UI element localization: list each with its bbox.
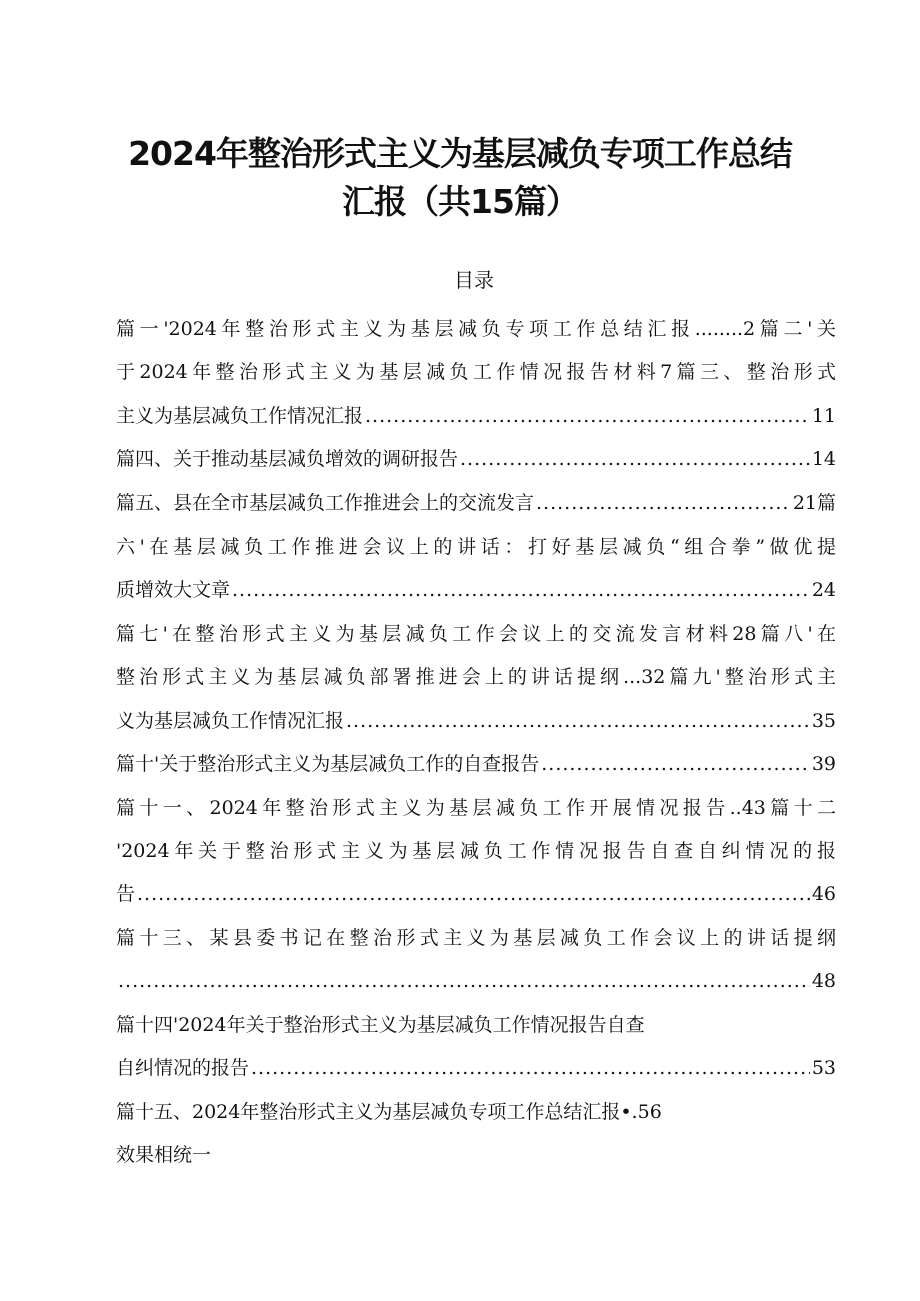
toc-line — [116, 575, 836, 605]
toc-leader-dots — [232, 575, 810, 605]
toc-line — [116, 488, 836, 518]
toc-entry-title: 质增效大文章 — [116, 579, 231, 601]
toc-page-number: 24 — [811, 579, 836, 601]
toc-line: 篇七'在整治形式主义为基层减负工作会议上的交流发言材料28篇八'在 — [116, 623, 836, 645]
toc-entry-title: 篇四、关于推动基层减负增效的调研报告 — [116, 448, 459, 470]
toc-entry-title: 自纠情况的报告 — [116, 1057, 250, 1079]
toc-line: 整治形式主义为基层减负部署推进会上的讲话提纲...32篇九'整治形式主 — [116, 666, 836, 688]
toc-line — [116, 1053, 836, 1083]
toc-leader-dots — [460, 444, 810, 474]
toc-line: 篇一'2024年整治形式主义为基层减负专项工作总结汇报........2篇二'关 — [116, 318, 836, 340]
toc-page-number: 11 — [811, 405, 836, 427]
toc-page-number: 21篇 — [792, 492, 836, 514]
toc-line: 六'在基层减负工作推进会议上的讲话：打好基层减负“组合拳”做优提 — [116, 536, 836, 558]
body-text-line: 效果相统一 — [116, 1144, 212, 1166]
toc-leader-dots — [137, 879, 810, 909]
toc-leader-dots — [346, 706, 810, 736]
toc-leader-dots — [118, 966, 810, 996]
toc-line: 篇十三、某县委书记在整治形式主义为基层减负工作会议上的讲话提纲 — [116, 927, 836, 949]
toc-line: 篇十一、2024年整治形式主义为基层减负工作开展情况报告..43篇十二 — [116, 797, 836, 819]
toc-leader-dots — [536, 488, 791, 518]
toc-page-number: 35 — [811, 710, 836, 732]
toc-line — [116, 966, 836, 996]
document-title-line-1: 2024年整治形式主义为基层减负专项工作总结 — [128, 134, 792, 173]
toc-line — [116, 444, 836, 474]
toc-line: '2024年关于整治形式主义为基层减负工作情况报告自查自纠情况的报 — [116, 840, 836, 862]
toc-heading: 目录 — [454, 268, 494, 292]
toc-page-number: 53 — [811, 1057, 836, 1079]
toc-leader-dots — [251, 1053, 810, 1083]
toc-line: 篇十四'2024年关于整治形式主义为基层减负工作情况报告自查 — [116, 1014, 645, 1036]
toc-entry-title: 主义为基层减负工作情况汇报 — [116, 405, 364, 427]
toc-line: 于2024年整治形式主义为基层减负工作情况报告材料7篇三、整治形式 — [116, 361, 836, 383]
toc-line — [116, 706, 836, 736]
toc-line: 篇十五、2024年整治形式主义为基层减负专项工作总结汇报•.56 — [116, 1101, 662, 1123]
toc-page-number: 46 — [811, 883, 836, 905]
toc-line — [116, 401, 836, 431]
document-title-line-2: 汇报（共15篇） — [342, 182, 578, 221]
toc-line — [116, 879, 836, 909]
toc-entry-title: 告 — [116, 883, 136, 905]
toc-entry-title: 篇五、县在全市基层减负工作推进会上的交流发言 — [116, 492, 535, 514]
toc-leader-dots — [365, 401, 810, 431]
toc-line — [116, 749, 836, 779]
toc-leader-dots — [541, 749, 810, 779]
toc-page-number: 48 — [811, 970, 836, 992]
toc-entry-title: 篇十'关于整治形式主义为基层减负工作的自查报告 — [116, 753, 540, 775]
toc-page-number: 39 — [811, 753, 836, 775]
toc-page-number: 14 — [811, 448, 836, 470]
toc-entry-title: 义为基层减负工作情况汇报 — [116, 710, 345, 732]
